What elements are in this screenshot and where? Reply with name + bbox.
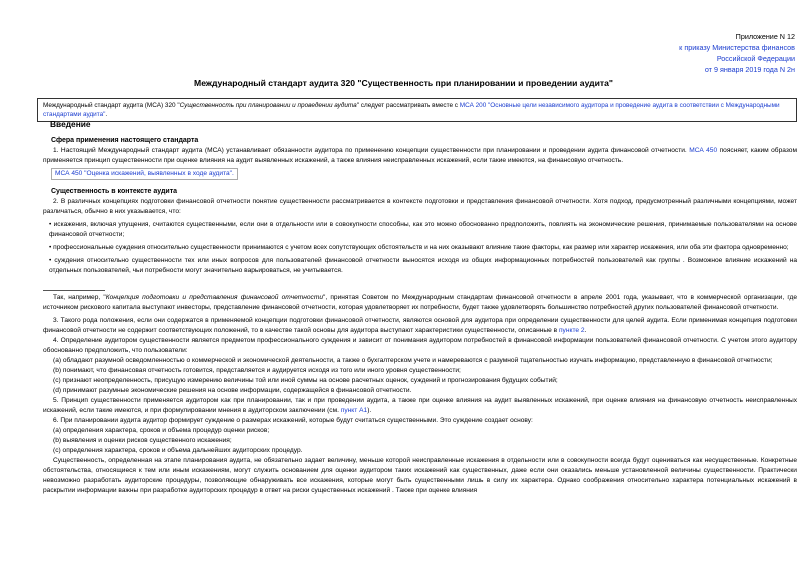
bullet-item: • профессиональные суждения относительно существенности принимаются с учетом всех сопутствующих обстоятельств и на них оказывают влияние такие факторы, как размер или характер искажения, или оба эти фактора одновременно; [49,244,789,251]
point-a1-link[interactable]: пункт A1 [340,407,368,414]
paragraph-text: поясняет, каким образом применяется принцип существенности при оценке влияния на аудит выявленных искажений, а также влияния неисправленных искажений, если такие имеются, на финансовую отчетность. [43,147,797,164]
bullet-text: суждения относительно существенности тех или иных вопросов для пользователей финансовой отчетности выносятся исходя из общих информационных потребностей пользователей как группы . Возможное влияние искажений на отдельных пользователей, чьи потребности могут значительно варьироваться, не учитывается. [49,257,797,274]
subheading-context: Существенность в контексте аудита [51,188,178,195]
list-item: (a) определения характера, сроков и объема процедур оценки рисков; [53,427,270,434]
footnote [43,293,797,313]
paragraph-text: . [584,327,587,334]
footnote-italic: Концепция подготовки и представления финансовой отчетности [105,294,324,301]
note-box [37,98,797,122]
list-item: (c) определения характера, сроков и объема дальнейших аудиторских процедур. [53,447,303,454]
list-item: (b) выявления и оценки рисков существенного искажения; [53,437,232,444]
footnote-text: ", принятая Советом по Международным стандартам финансовой отчетности в апреле 2001 года, указывает, что в коммерческой организации, где источником рискового капитала выступают инвесторы, представление финансовой отчетности, которая удовлетворяет их потребности, будет также удовлетворять большинство потребностей других пользователей финансовой отчетности. [43,294,797,311]
note-italic: Существенность при планировании и проведении аудита [179,102,357,109]
bullet-item: • суждения относительно существенности тех или иных вопросов для пользователей финансовой отчетности выносятся исходя из общих информационных потребностей пользователей как группы . Возможное влияние искажений на отдельных пользователей, чьи потребности могут значительно варьироваться, не учитывается. [49,257,797,274]
paragraph-1 [43,146,797,166]
appendix-block [679,31,795,75]
list-item: (d) принимают разумные экономические решения на основе информации, содержащейся в финансовой отчетности. [53,387,412,394]
list-item: (a) обладают разумной осведомленностью о коммерческой и экономической деятельности, а также о бухгалтерском учете и намереваются с разумной тщательностью изучать информацию, представленную в финансовой отчетности; [53,357,773,364]
appendix-line: Приложение N 12 [735,32,795,41]
paragraph-4: 4. Определение аудитором существенности является предметом профессионального суждения и зависит от понимания аудитором потребностей в финансовой информации пользователей финансовой отчетности. С учетом этого аудитору обоснованно предположить, что пользователи: [43,337,797,354]
appendix-ministry-link[interactable]: Российской Федерации [716,54,795,63]
paragraph-text: 3. Такого рода положения, если они содержатся в применяемой концепции подготовки финансовой отчетности, являются основой для аудитора при определении существенности для целей аудита. Если применимая концепция подготовки финансовой отчетности не содержит соответствующих положений, то в качестве такой основы для аудитора выступают характеристики существенности, описанные в [43,317,797,334]
paragraph-2: 2. В различных концепциях подготовки финансовой отчетности понятие существенности рассматривается в контексте подготовки и представления финансовой отчетности. Хотя подход, предусмотренный различными концепциями, может различаться, обычно в них указывается, что: [43,198,797,215]
list-item: (b) понимают, что финансовая отчетность готовится, представляется и аудируется исходя из того или иного уровня существенности; [53,367,461,374]
paragraph-text: 1. Настоящий Международный стандарт аудита (МСА) устанавливает обязанности аудитора по применению концепции существенности при планировании и проведении аудита финансовой отчетности. [53,147,687,154]
document-title: Международный стандарт аудита 320 "Существенность при планировании и проведении аудита" [194,78,613,88]
footnote-isa-450-link[interactable]: МСА 450 "Оценка искажений, выявленных в ходе аудита". [51,168,238,180]
paragraph-6: 6. При планировании аудита аудитор формирует суждение о размерах искажений, которые будут считаться существенными. Это суждение создает основу: [53,417,533,424]
bullet-text: искажения, включая упущения, считаются существенными, если они в отдельности или в совокупности способны, как это можно обоснованно предположить, повлиять на экономические решения, принимаемые пользователями на основе финансовой отчетности; [49,221,798,238]
bullet-text: профессиональные суждения относительно существенности принимаются с учетом всех сопутствующих обстоятельств и на них оказывают влияние такие факторы, как размер или характер искажения, или оба эти фактора одновременно; [53,244,789,251]
appendix-date-link[interactable]: от 9 января 2019 года N 2н [704,65,795,74]
paragraph-7: Существенность, определенная на этапе планирования аудита, не обязательно задает величину, меньше которой неисправленные искажения в отдельности или в совокупности всегда будут оцениваться как несущественные. Конкретные обстоятельства, относящиеся к тем или иным искажениям, могут служить основанием для оценки аудитором таких искажений как существенных, даже если они оказались меньше установленной величины существенности. Практически невозможно разработать аудиторские процедуры, позволяющие обнаруживать все искажения, которые могут быть существенными лишь в силу их характера. Однако соображения относительно характера потенциальных искажений в раскрытии информации важны при разработке аудиторских процедур в ответ на риски существенных искажений . Также при оценке влияния [43,457,797,494]
document-body [43,132,797,496]
footnote-divider [43,290,105,291]
bullet-item: • искажения, включая упущения, считаются существенными, если они в отдельности или в совокупности способны, как это можно обоснованно предположить, повлиять на экономические решения, принимаемые пользователями на основе финансовой отчетности; [49,221,798,238]
paragraph-5 [43,396,797,416]
paragraph-text: 5. Принцип существенности применяется аудитором как при планировании, так и при проведении аудита, а также при оценке влияния на аудит выявленных искажений, при оценке влияния на финансовую отчетность неисправленных искажений, если такие имеются, и при формулировании мнения в аудиторском заключении (см. [43,397,797,414]
point-2-link[interactable]: пункте 2 [558,327,585,334]
footnote-text: Так, например, " [53,294,106,301]
section-heading-introduction: Введение [50,119,91,129]
isa-450-link[interactable]: МСА 450 [689,147,718,154]
paragraph-text: ). [367,407,372,414]
note-text: . [105,111,108,118]
appendix-order-link[interactable]: к приказу Министерства финансов [679,43,795,52]
list-item: (c) признают неопределенность, присущую измерению величины той или иной суммы на основе расчетных оценок, суждений и прогнозирования будущих событий; [53,377,558,384]
subheading-scope: Сфера применения настоящего стандарта [51,137,199,144]
note-text: Международный стандарт аудита (МСА) 320 " [43,102,180,109]
note-text: " следует рассматривать вместе с [356,102,460,109]
isa-200-link[interactable]: МСА 200 "Основные цели независимого аудитора и проведение аудита в соответствии с Международными стандартами аудита" [43,102,780,118]
paragraph-3 [43,316,797,336]
